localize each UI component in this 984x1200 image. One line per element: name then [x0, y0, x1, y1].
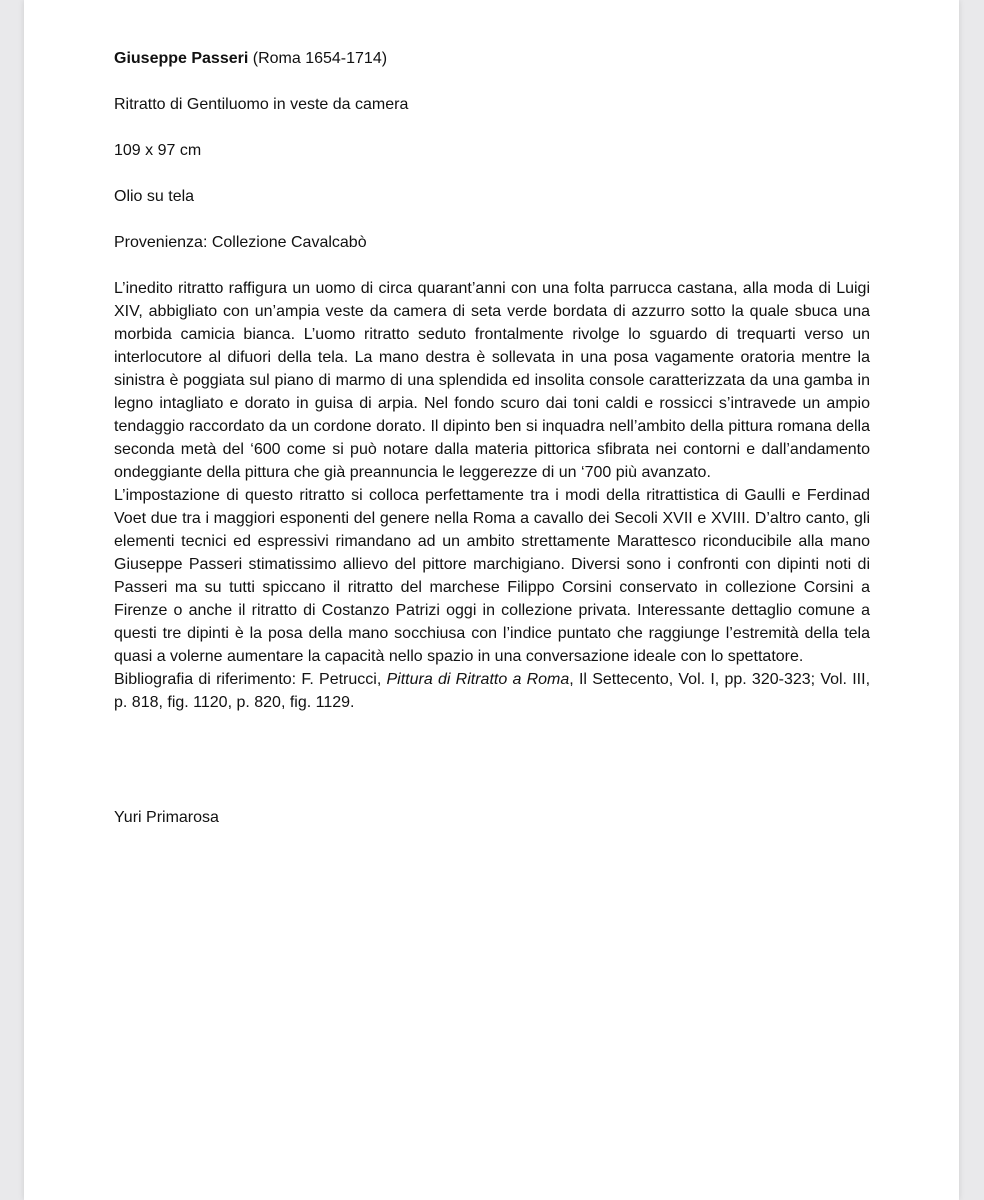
artwork-medium: Olio su tela: [114, 188, 195, 205]
description-paragraph-2: L’impostazione di questo ritratto si colloca perfettamente tra i modi della ritrattistica di Gaulli e Ferdinad Voet due tra i maggiori esponenti del genere nella Roma a cavallo dei Secoli XVII e XVIII. D’altro canto, gli elementi tecnici ed espressivi rimandano ad un ambito strettamente Marattesco riconducibile alla mano Giuseppe Passeri stimatissimo allievo del pittore marchigiano. Diversi sono i confronti con dipinti noti di Passeri ma su tutti spiccano il ritratto del marchese Filippo Corsini conservato in collezione Corsini a Firenze o anche il ritratto di Costanzo Patrizi oggi in collezione privata. Interessante dettaglio comune a questi tre dipinti è la posa della mano socchiusa con l’indice puntato che raggiunge l’estremità della tela quasi a volerne aumentare la capacità nello spazio in una conversazione ideale con lo spettatore.: [114, 487, 870, 665]
artwork-provenance: Provenienza: Collezione Cavalcabò: [114, 234, 367, 251]
bibliography-suffix: , Il Settecento, Vol. I, pp. 320-323; Vol. III, p. 818, fig. 1120, p. 820, fig. 1129.: [114, 671, 871, 711]
document-page: [24, 0, 959, 1200]
bibliography-prefix: Bibliografia di riferimento: F. Petrucci,: [114, 671, 387, 688]
artist-name: Giuseppe Passeri: [114, 50, 249, 67]
artwork-title: Ritratto di Gentiluomo in veste da camera: [114, 96, 409, 113]
artist-heading: [114, 47, 870, 70]
author-signature: Yuri Primarosa: [114, 809, 219, 826]
bibliography: [114, 668, 870, 714]
description-paragraph-1: L’inedito ritratto raffigura un uomo di circa quarant’anni con una folta parrucca castana, alla moda di Luigi XIV, abbigliato con un’ampia veste da camera di seta verde bordata di azzurro sotto la quale sbuca una morbida camicia bianca. L’uomo ritratto seduto frontalmente rivolge lo sguardo di trequarti verso un interlocutore al difuori della tela. La mano destra è sollevata in una posa vagamente oratoria mentre la sinistra è poggiata sul piano di marmo di una splendida ed insolita console caratterizzata da una gamba in legno intagliato e dorato in guisa di arpia. Nel fondo scuro dai toni caldi e rossicci s’intravede un ampio tendaggio raccordato da un cordone dorato. Il dipinto ben si inquadra nell’ambito della pittura romana della seconda metà del ‘600 come si può notare dalla materia pittorica sfibrata nei contorni e dall’andamento ondeggiante della pittura che già preannuncia le leggerezze di un ‘700 più avanzato.: [114, 280, 870, 481]
document-content: [114, 47, 870, 829]
artwork-dimensions: 109 x 97 cm: [114, 142, 202, 159]
bibliography-book-title: Pittura di Ritratto a Roma: [386, 671, 570, 688]
artist-dates: (Roma 1654-1714): [248, 50, 388, 67]
